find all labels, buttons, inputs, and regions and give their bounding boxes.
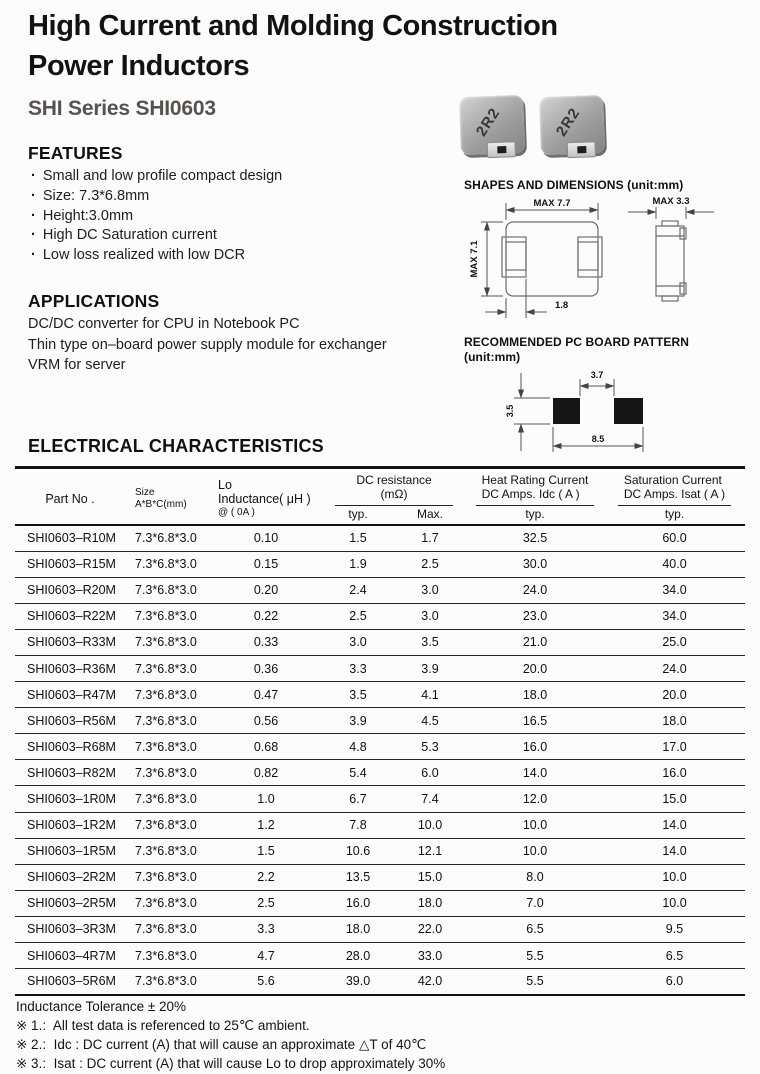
table-cell: 7.0 bbox=[466, 890, 604, 916]
table-row bbox=[15, 916, 745, 942]
table-cell: 0.10 bbox=[253, 531, 279, 546]
table-cell: 32.5 bbox=[522, 531, 548, 546]
table-cell: 4.8 bbox=[322, 734, 394, 760]
header-inductance-line2: Inductance( μH ) bbox=[218, 491, 311, 506]
table-cell: 22.0 bbox=[394, 916, 466, 942]
table-cell: 60.0 bbox=[662, 531, 687, 546]
table-row bbox=[15, 838, 745, 864]
table-cell: 6.5 bbox=[604, 943, 745, 969]
table-cell: 1.0 bbox=[210, 786, 322, 812]
dim-label-height: MAX 7.1 bbox=[469, 240, 480, 278]
table-cell: 24.0 bbox=[604, 655, 745, 681]
table-row bbox=[15, 682, 745, 708]
table-cell: 30.0 bbox=[466, 551, 604, 577]
pcb-pattern-heading-line2: (unit:mm) bbox=[464, 350, 521, 364]
table-cell: 6.0 bbox=[604, 969, 745, 995]
table-cell: 2.5 bbox=[394, 551, 466, 577]
table-cell: 3.3 bbox=[210, 916, 322, 942]
table-cell: 7.3*6.8*3.0 bbox=[125, 682, 210, 708]
table-cell: SHI0603–2R2M bbox=[15, 864, 125, 890]
table-cell: 16.0 bbox=[322, 890, 394, 916]
table-cell: 7.3*6.8*3.0 bbox=[125, 629, 210, 655]
table-cell: SHI0603–R68M bbox=[15, 734, 125, 760]
note-line: ※ 3.: Isat : DC current (A) that will cause Lo to drop approximately 30% bbox=[16, 1055, 446, 1071]
table-cell: 24.0 bbox=[466, 577, 604, 603]
table-cell: 6.5 bbox=[466, 916, 604, 942]
pcb-pattern-heading bbox=[464, 335, 689, 365]
table-cell: 7.3*6.8*3.0 bbox=[125, 838, 210, 864]
table-cell: 12.0 bbox=[466, 786, 604, 812]
table-cell: 2.5 bbox=[210, 890, 322, 916]
pad-left bbox=[553, 398, 580, 424]
table-header bbox=[15, 468, 745, 526]
table-cell: 7.3*6.8*3.0 bbox=[125, 577, 210, 603]
table-cell: 7.3*6.8*3.0 bbox=[125, 786, 210, 812]
table-row bbox=[15, 525, 745, 551]
table-cell: 4.5 bbox=[394, 708, 466, 734]
table-cell: 0.33 bbox=[210, 629, 322, 655]
table-cell: 7.3*6.8*3.0 bbox=[125, 969, 210, 995]
shapes-heading: SHAPES AND DIMENSIONS (unit:mm) bbox=[464, 178, 684, 192]
table-cell: 3.3 bbox=[322, 655, 394, 681]
table-cell: 7.3*6.8*3.0 bbox=[135, 531, 197, 546]
table-cell: 7.3*6.8*3.0 bbox=[125, 760, 210, 786]
table-cell: SHI0603–R47M bbox=[15, 682, 125, 708]
header-dcr-line1: DC resistance bbox=[356, 473, 432, 487]
application-line: VRM for server bbox=[28, 357, 126, 373]
table-cell: 0.56 bbox=[210, 708, 322, 734]
table-cell: 5.5 bbox=[466, 969, 604, 995]
table-row bbox=[15, 629, 745, 655]
header-heat-line1: Heat Rating Current bbox=[481, 473, 589, 487]
table-cell: SHI0603–R36M bbox=[15, 655, 125, 681]
table-cell: 10.0 bbox=[466, 812, 604, 838]
header-size bbox=[125, 468, 210, 526]
table-cell: 7.3*6.8*3.0 bbox=[125, 943, 210, 969]
header-size-line1: Size bbox=[135, 486, 155, 498]
table-cell: 0.82 bbox=[210, 760, 322, 786]
side-view-drawing bbox=[656, 221, 686, 301]
chip-terminal bbox=[487, 141, 517, 158]
table-cell: 5.3 bbox=[394, 734, 466, 760]
table-cell: 5.5 bbox=[466, 943, 604, 969]
table-cell: 9.5 bbox=[604, 916, 745, 942]
table-cell: 0.20 bbox=[210, 577, 322, 603]
chip-marking: 2R2 bbox=[552, 104, 584, 140]
table-cell: 10.0 bbox=[394, 812, 466, 838]
table-cell: 2.5 bbox=[322, 603, 394, 629]
table-row bbox=[15, 655, 745, 681]
table-cell: 1.7 bbox=[421, 531, 439, 546]
dim-label-thickness: MAX 3.3 bbox=[652, 196, 690, 207]
table-cell: 3.0 bbox=[394, 603, 466, 629]
header-heat-rating bbox=[466, 468, 604, 507]
table-cell: 18.0 bbox=[394, 890, 466, 916]
table-cell: 7.3*6.8*3.0 bbox=[125, 864, 210, 890]
table-cell: SHI0603–1R0M bbox=[15, 786, 125, 812]
table-row bbox=[15, 812, 745, 838]
table-cell: 3.9 bbox=[394, 655, 466, 681]
table-cell: SHI0603–R20M bbox=[15, 577, 125, 603]
table-cell: 10.0 bbox=[604, 890, 745, 916]
table-cell: 4.7 bbox=[210, 943, 322, 969]
table-cell: 7.3*6.8*3.0 bbox=[125, 708, 210, 734]
table-cell: 14.0 bbox=[466, 760, 604, 786]
table-cell: 0.22 bbox=[210, 603, 322, 629]
table-cell: SHI0603–3R3M bbox=[15, 916, 125, 942]
table-cell: 3.9 bbox=[322, 708, 394, 734]
features-heading: FEATURES bbox=[28, 143, 123, 163]
header-sat-line2: DC Amps. Isat ( A ) bbox=[623, 487, 726, 501]
header-sat-line1: Saturation Current bbox=[623, 473, 722, 487]
table-cell: 7.3*6.8*3.0 bbox=[125, 551, 210, 577]
table-row bbox=[15, 890, 745, 916]
inductor-chip-photo bbox=[459, 95, 525, 155]
table-cell: 7.3*6.8*3.0 bbox=[125, 916, 210, 942]
note-line: ※ 2.: Idc : DC current (A) that will cause an approximate △T of 40℃ bbox=[16, 1036, 427, 1052]
table-cell: SHI0603–R10M bbox=[27, 531, 116, 546]
table-row bbox=[15, 577, 745, 603]
feature-item: · Height:3.0mm bbox=[31, 207, 282, 227]
table-cell: 34.0 bbox=[604, 603, 745, 629]
feature-item: · Low loss realized with low DCR bbox=[31, 246, 282, 266]
table-cell: 5.4 bbox=[322, 760, 394, 786]
header-inductance-line3: @ ( 0A ) bbox=[218, 506, 255, 518]
table-cell: 3.0 bbox=[322, 629, 394, 655]
table-cell: SHI0603–5R6M bbox=[15, 969, 125, 995]
table-cell: 2.2 bbox=[210, 864, 322, 890]
table-cell: 16.5 bbox=[466, 708, 604, 734]
table-cell: 0.36 bbox=[210, 655, 322, 681]
chip-terminal bbox=[567, 141, 597, 158]
table-cell: 7.4 bbox=[394, 786, 466, 812]
table-cell: SHI0603–R33M bbox=[15, 629, 125, 655]
dimension-drawing bbox=[458, 194, 754, 324]
header-saturation bbox=[604, 468, 745, 507]
table-cell: SHI0603–1R2M bbox=[15, 812, 125, 838]
application-line: Thin type on–board power supply module for exchanger bbox=[28, 336, 387, 353]
table-cell: 28.0 bbox=[322, 943, 394, 969]
header-dcr-max: Max. bbox=[416, 507, 443, 521]
table-cell: 10.6 bbox=[322, 838, 394, 864]
table-cell: 13.5 bbox=[322, 864, 394, 890]
chip-marking: 2R2 bbox=[472, 104, 504, 140]
characteristics-table bbox=[15, 466, 745, 996]
pcb-pattern-heading-line1: RECOMMENDED PC BOARD PATTERN bbox=[464, 335, 690, 349]
header-inductance bbox=[210, 468, 322, 526]
table-cell: 8.0 bbox=[466, 864, 604, 890]
right-column bbox=[458, 94, 758, 464]
table-cell: 20.0 bbox=[604, 682, 745, 708]
product-photos bbox=[460, 96, 604, 154]
note-line: ※ 1.: All test data is referenced to 25℃ ambient. bbox=[16, 1018, 310, 1033]
series-subtitle: SHI Series SHI0603 bbox=[28, 97, 216, 120]
header-part-no: Part No . bbox=[45, 491, 95, 506]
table-body bbox=[15, 525, 745, 995]
solder-pads bbox=[553, 398, 643, 424]
table-cell: SHI0603–R82M bbox=[15, 760, 125, 786]
table-cell: SHI0603–R15M bbox=[15, 551, 125, 577]
header-dc-resistance bbox=[322, 468, 466, 507]
feature-item: · High DC Saturation current bbox=[31, 226, 282, 246]
table-cell: 7.3*6.8*3.0 bbox=[125, 603, 210, 629]
table-cell: 14.0 bbox=[604, 812, 745, 838]
table-cell: 15.0 bbox=[604, 786, 745, 812]
table-row bbox=[15, 864, 745, 890]
table-cell: 7.3*6.8*3.0 bbox=[125, 812, 210, 838]
applications-heading: APPLICATIONS bbox=[28, 291, 160, 311]
application-line: DC/DC converter for CPU in Notebook PC bbox=[28, 316, 300, 332]
header-dcr-typ: typ. bbox=[348, 507, 368, 521]
tolerance-note: Inductance Tolerance ± 20% bbox=[16, 999, 187, 1014]
features-list bbox=[31, 167, 282, 266]
table-cell: 12.1 bbox=[394, 838, 466, 864]
table-cell: 39.0 bbox=[322, 969, 394, 995]
table-cell: 16.0 bbox=[466, 734, 604, 760]
table-cell: 1.2 bbox=[210, 812, 322, 838]
table-cell: 1.5 bbox=[210, 838, 322, 864]
table-cell: 25.0 bbox=[604, 629, 745, 655]
table-cell: SHI0603–1R5M bbox=[15, 838, 125, 864]
table-cell: SHI0603–R56M bbox=[15, 708, 125, 734]
table-row bbox=[15, 786, 745, 812]
dim-label-width: MAX 7.7 bbox=[533, 198, 571, 209]
table-cell: 6.7 bbox=[322, 786, 394, 812]
header-dcr-line2: (mΩ) bbox=[380, 487, 408, 501]
table-cell: 6.0 bbox=[394, 760, 466, 786]
table-row bbox=[15, 943, 745, 969]
top-view-drawing bbox=[502, 222, 602, 296]
applications-list bbox=[28, 314, 387, 376]
table-cell: SHI0603–R22M bbox=[15, 603, 125, 629]
feature-item: · Size: 7.3*6.8mm bbox=[31, 187, 282, 207]
table-cell: 4.1 bbox=[394, 682, 466, 708]
header-size-line2: A*B*C(mm) bbox=[135, 498, 187, 510]
dim-label-pad-height: 3.5 bbox=[505, 404, 515, 418]
table-cell: 7.3*6.8*3.0 bbox=[125, 890, 210, 916]
dim-label-total-width: 8.5 bbox=[591, 434, 605, 444]
table-cell: 3.0 bbox=[394, 577, 466, 603]
footnotes bbox=[16, 1017, 445, 1073]
table-cell: 10.0 bbox=[604, 864, 745, 890]
table-cell: SHI0603–4R7M bbox=[15, 943, 125, 969]
table-cell: 16.0 bbox=[604, 760, 745, 786]
table-cell: 3.5 bbox=[322, 682, 394, 708]
table-cell: 18.0 bbox=[466, 682, 604, 708]
table-cell: 42.0 bbox=[394, 969, 466, 995]
table-cell: 2.4 bbox=[322, 577, 394, 603]
table-cell: 3.5 bbox=[394, 629, 466, 655]
table-cell: 34.0 bbox=[604, 577, 745, 603]
header-heat-line2: DC Amps. Idc ( A ) bbox=[481, 487, 580, 501]
table-cell: 18.0 bbox=[604, 708, 745, 734]
feature-item: · Small and low profile compact design bbox=[31, 167, 282, 187]
header-sat-typ: typ. bbox=[664, 507, 685, 521]
table-cell: 7.3*6.8*3.0 bbox=[125, 655, 210, 681]
dim-label-terminal: 1.8 bbox=[555, 300, 569, 311]
table-row bbox=[15, 551, 745, 577]
table-cell: 7.3*6.8*3.0 bbox=[125, 734, 210, 760]
table-cell: 14.0 bbox=[604, 838, 745, 864]
table-row bbox=[15, 734, 745, 760]
table-cell: 5.6 bbox=[210, 969, 322, 995]
table-cell: SHI0603–2R5M bbox=[15, 890, 125, 916]
table-row bbox=[15, 603, 745, 629]
inductor-chip-photo bbox=[539, 95, 605, 155]
pad-right bbox=[614, 398, 643, 424]
table-cell: 40.0 bbox=[604, 551, 745, 577]
electrical-heading: ELECTRICAL CHARACTERISTICS bbox=[28, 436, 324, 456]
table-row bbox=[15, 760, 745, 786]
table-cell: 10.0 bbox=[466, 838, 604, 864]
table-cell: 17.0 bbox=[604, 734, 745, 760]
table-cell: 1.5 bbox=[349, 531, 367, 546]
table-row bbox=[15, 708, 745, 734]
table-cell: 7.8 bbox=[322, 812, 394, 838]
table-cell: 0.47 bbox=[210, 682, 322, 708]
table-cell: 20.0 bbox=[466, 655, 604, 681]
table-cell: 15.0 bbox=[394, 864, 466, 890]
table-row bbox=[15, 969, 745, 995]
table-cell: 0.68 bbox=[210, 734, 322, 760]
table-cell: 33.0 bbox=[394, 943, 466, 969]
dim-label-gap: 3.7 bbox=[590, 370, 604, 380]
table-cell: 21.0 bbox=[466, 629, 604, 655]
table-cell: 1.9 bbox=[322, 551, 394, 577]
header-inductance-line1: Lo bbox=[218, 477, 232, 492]
page-title: High Current and Molding Construction Power Inductors bbox=[28, 10, 558, 83]
table-cell: 23.0 bbox=[466, 603, 604, 629]
table-cell: 0.15 bbox=[210, 551, 322, 577]
pcb-pattern-drawing bbox=[476, 367, 736, 459]
table-cell: 18.0 bbox=[322, 916, 394, 942]
header-heat-typ: typ. bbox=[525, 507, 545, 521]
